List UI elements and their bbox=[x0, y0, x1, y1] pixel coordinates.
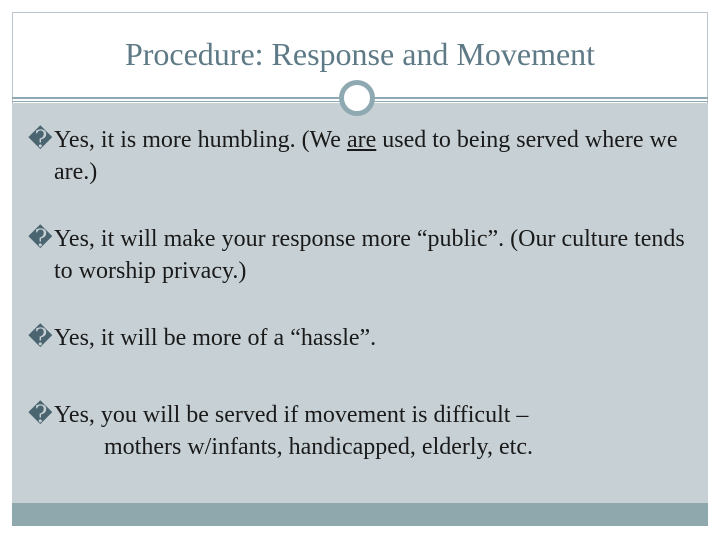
bullet-marker-icon: � bbox=[28, 325, 53, 351]
bottom-bar bbox=[12, 503, 708, 526]
bullet-item bbox=[28, 124, 698, 188]
bullet-text: Yes, it will make your response more “public”. (Our culture tends to worship privacy.) bbox=[54, 226, 685, 284]
bullet-text-part: Yes, it is more humbling. (We bbox=[54, 127, 347, 153]
bullet-marker-icon: � bbox=[28, 226, 53, 252]
bullet-marker-icon: � bbox=[28, 127, 53, 153]
bullet-item bbox=[28, 223, 698, 287]
bullet-text-line: Yes, you will be served if movement is difficult – bbox=[54, 402, 529, 428]
bullet-item bbox=[28, 322, 698, 354]
bullet-text: Yes, it will be more of a “hassle”. bbox=[54, 325, 377, 351]
bullet-list bbox=[28, 124, 698, 463]
bullet-text-line: mothers w/infants, handicapped, elderly, etc. bbox=[104, 434, 533, 460]
bullet-text bbox=[54, 127, 678, 185]
underlined-word: are bbox=[346, 127, 377, 153]
circle-ornament-icon bbox=[339, 80, 375, 116]
bullet-text-part: used to being served where we are.) bbox=[54, 127, 678, 185]
bullet-item bbox=[28, 399, 698, 463]
slide-title: Procedure: Response and Movement bbox=[124, 36, 596, 72]
bullet-marker-icon: � bbox=[28, 402, 53, 428]
